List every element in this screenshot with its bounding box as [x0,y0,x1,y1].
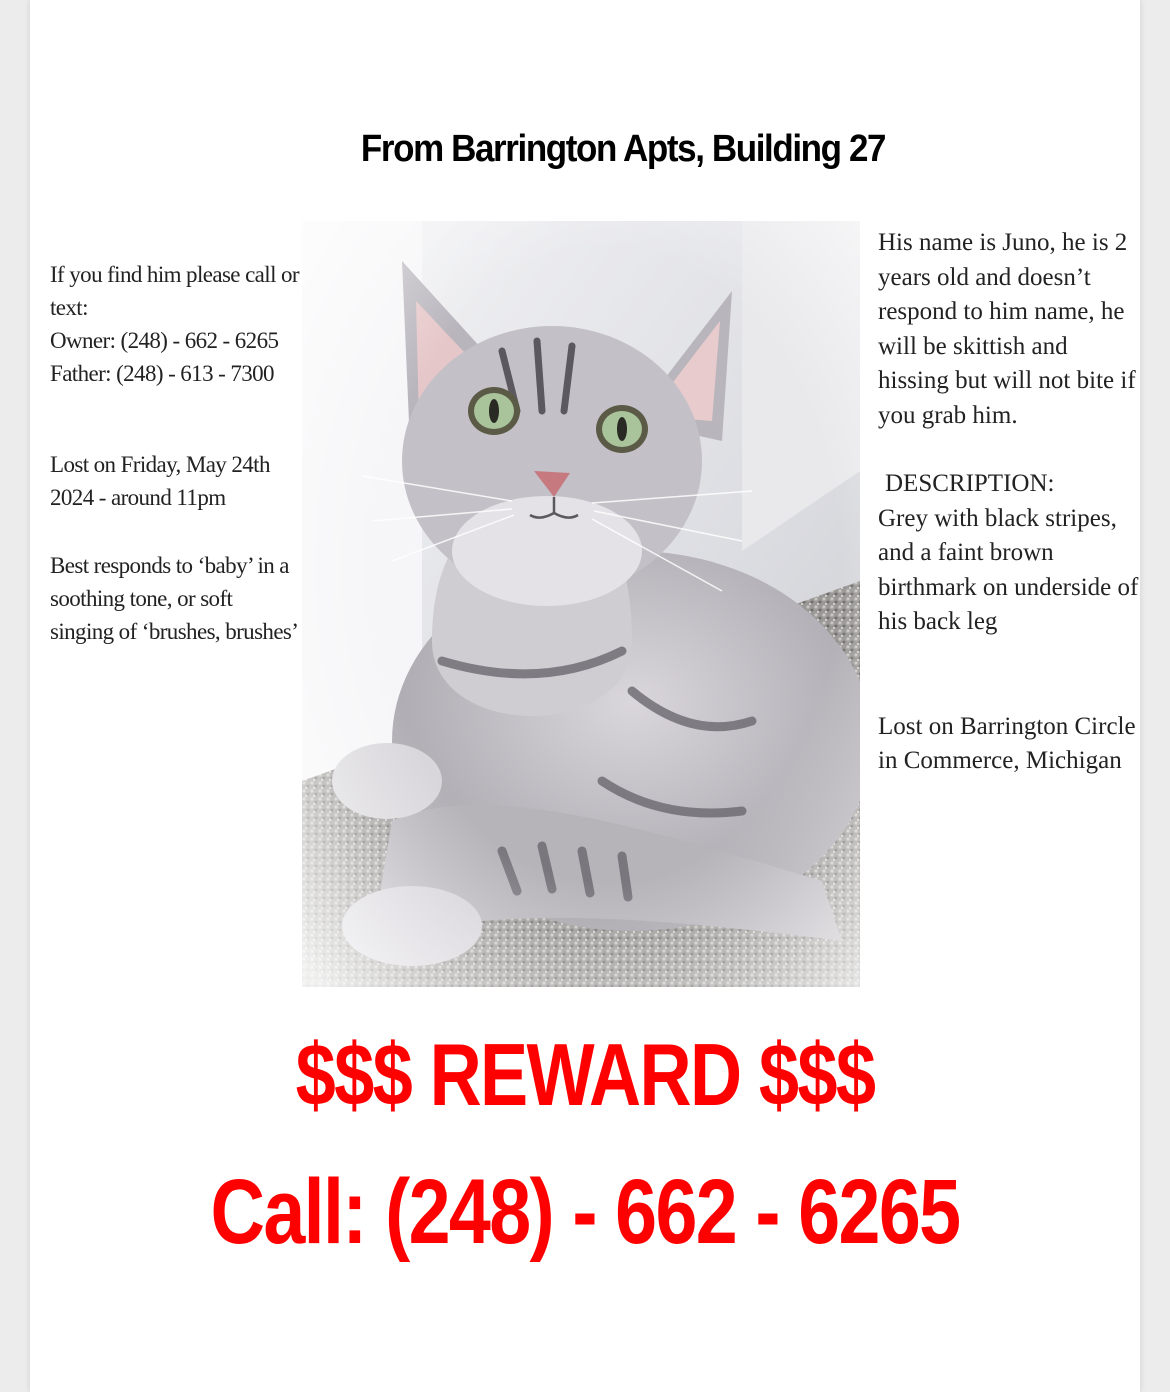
description-text: Grey with black stripes, and a faint brown birthmark on underside of his back leg [878,504,1139,635]
contact-column [50,258,300,648]
owner-phone: Owner: (248) - 662 - 6265 [50,328,279,353]
flyer-page [30,0,1140,1392]
details-column [878,226,1143,779]
description-heading: DESCRIPTION: [885,470,1055,497]
contact-intro: If you find him please call or text: [50,262,299,320]
responds-note: Best responds to ‘baby’ in a soothing tone, or soft singing of ‘brushes, brushes’ [50,553,299,644]
flyer-title: From Barrington Apts, Building 27 [360,128,886,170]
call-banner: Call: (248) - 662 - 6265 [210,1161,960,1263]
about-text: His name is Juno, he is 2 years old and doesn’t respond to him name, he will be skittish and hissing but will not bite if you grab him. [878,229,1136,429]
lost-date: Lost on Friday, May 24th 2024 - around 11pm [50,452,270,510]
cat-photo [302,221,860,987]
location-text: Lost on Barrington Circle in Commerce, Michigan [878,712,1136,774]
father-phone: Father: (248) - 613 - 7300 [50,361,274,386]
reward-banner: $$$ REWARD $$$ [295,1025,875,1124]
